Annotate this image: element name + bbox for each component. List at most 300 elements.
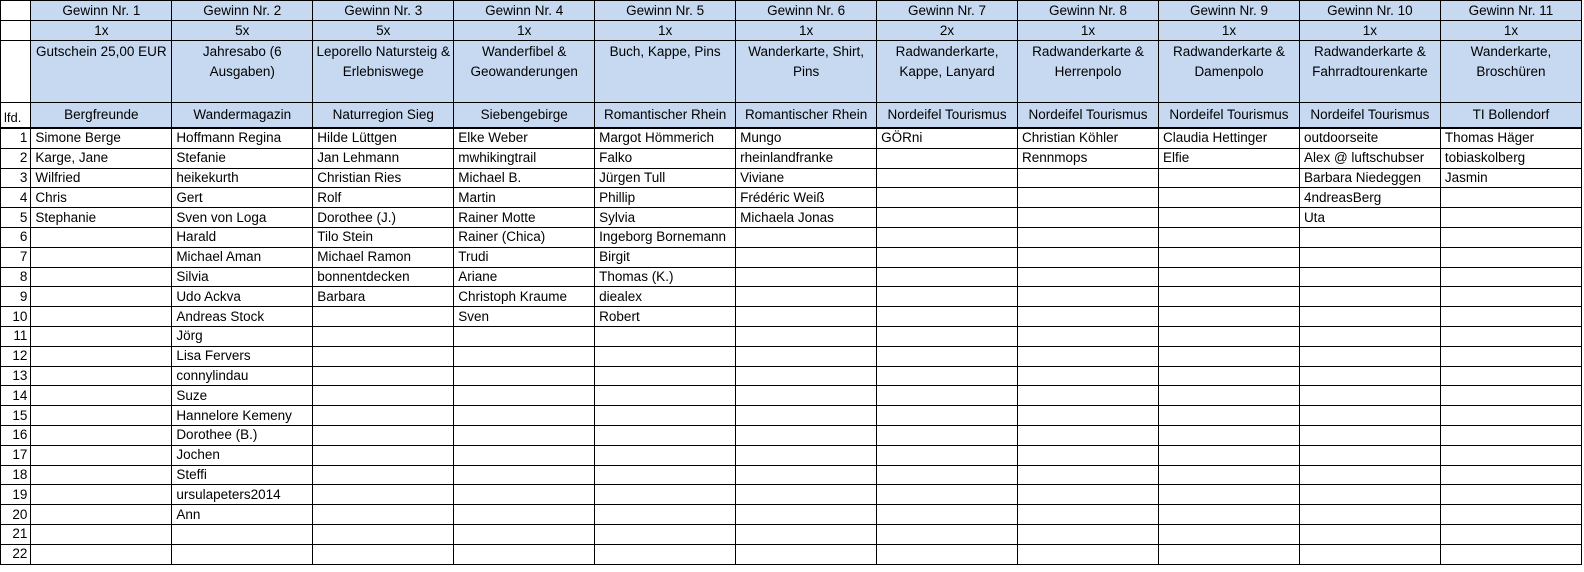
winner-cell[interactable] <box>1018 544 1159 564</box>
winner-cell[interactable] <box>1158 386 1299 406</box>
winner-cell[interactable] <box>1158 208 1299 228</box>
winner-cell[interactable] <box>736 445 877 465</box>
winner-cell[interactable] <box>313 326 454 346</box>
winner-cell[interactable]: Udo Ackva <box>172 287 313 307</box>
winner-cell[interactable]: Alex @ luftschubser <box>1299 148 1440 168</box>
winner-cell[interactable]: bonnentdecken <box>313 267 454 287</box>
row-number-cell[interactable]: 11 <box>1 326 31 346</box>
winner-cell[interactable] <box>313 524 454 544</box>
winner-cell[interactable] <box>1018 208 1159 228</box>
winner-cell[interactable] <box>313 346 454 366</box>
winner-cell[interactable] <box>736 287 877 307</box>
winner-cell[interactable] <box>31 524 172 544</box>
winner-cell[interactable] <box>1440 287 1581 307</box>
winner-cell[interactable] <box>1299 445 1440 465</box>
prize-count-cell[interactable]: 5x <box>313 21 454 41</box>
row-number-cell[interactable]: 18 <box>1 465 31 485</box>
winner-cell[interactable] <box>313 544 454 564</box>
prize-count-cell[interactable]: 1x <box>595 21 736 41</box>
winner-cell[interactable] <box>595 505 736 525</box>
winner-cell[interactable]: Rennmops <box>1018 148 1159 168</box>
row-number-cell[interactable]: 16 <box>1 425 31 445</box>
winner-cell[interactable] <box>595 445 736 465</box>
winner-cell[interactable] <box>31 267 172 287</box>
lfd-header[interactable]: lfd. <box>1 103 31 129</box>
winner-cell[interactable] <box>1018 267 1159 287</box>
winner-cell[interactable] <box>1299 267 1440 287</box>
winner-cell[interactable]: Michaela Jonas <box>736 208 877 228</box>
winner-cell[interactable]: Phillip <box>595 188 736 208</box>
winner-cell[interactable] <box>313 366 454 386</box>
winner-cell[interactable]: Jasmin <box>1440 168 1581 188</box>
winner-cell[interactable] <box>31 544 172 564</box>
winner-cell[interactable]: Dorothee (B.) <box>172 425 313 445</box>
winner-cell[interactable]: Stefanie <box>172 148 313 168</box>
winner-cell[interactable] <box>454 465 595 485</box>
winner-cell[interactable] <box>595 524 736 544</box>
winner-cell[interactable] <box>877 445 1018 465</box>
winner-cell[interactable] <box>877 307 1018 327</box>
row-number-cell[interactable]: 19 <box>1 485 31 505</box>
prize-description-cell[interactable]: Jahresabo (6 Ausgaben) <box>172 41 313 103</box>
winner-cell[interactable] <box>454 425 595 445</box>
winner-cell[interactable]: Jürgen Tull <box>595 168 736 188</box>
winner-cell[interactable] <box>1440 307 1581 327</box>
winner-cell[interactable] <box>1018 445 1159 465</box>
winner-cell[interactable]: Jan Lehmann <box>313 148 454 168</box>
winner-cell[interactable]: Michael Aman <box>172 247 313 267</box>
winner-cell[interactable] <box>454 366 595 386</box>
winner-cell[interactable] <box>877 287 1018 307</box>
winner-cell[interactable] <box>877 485 1018 505</box>
prize-description-cell[interactable]: Radwanderkarte & Damenpolo <box>1158 41 1299 103</box>
winner-cell[interactable] <box>454 386 595 406</box>
winner-cell[interactable] <box>1018 524 1159 544</box>
prize-sponsor-cell[interactable]: Nordeifel Tourismus <box>1299 103 1440 129</box>
winner-cell[interactable] <box>1440 505 1581 525</box>
winner-cell[interactable] <box>31 445 172 465</box>
winner-cell[interactable]: Viviane <box>736 168 877 188</box>
winner-cell[interactable]: outdoorseite <box>1299 128 1440 148</box>
winner-cell[interactable]: Sylvia <box>595 208 736 228</box>
corner-cell[interactable] <box>1 21 31 41</box>
winner-cell[interactable] <box>877 267 1018 287</box>
winner-cell[interactable] <box>877 406 1018 426</box>
winner-cell[interactable] <box>877 544 1018 564</box>
winner-cell[interactable] <box>1440 406 1581 426</box>
winner-cell[interactable] <box>877 247 1018 267</box>
winner-cell[interactable] <box>454 524 595 544</box>
winner-cell[interactable] <box>1440 366 1581 386</box>
winner-cell[interactable] <box>1440 386 1581 406</box>
winner-cell[interactable]: connylindau <box>172 366 313 386</box>
prize-description-cell[interactable]: Wanderkarte, Broschüren <box>1440 41 1581 103</box>
row-number-cell[interactable]: 20 <box>1 505 31 525</box>
prize-title-cell[interactable]: Gewinn Nr. 6 <box>736 1 877 21</box>
prize-count-cell[interactable]: 1x <box>736 21 877 41</box>
corner-cell[interactable] <box>1 41 31 103</box>
winner-cell[interactable] <box>1158 267 1299 287</box>
prize-description-cell[interactable]: Wanderfibel & Geowanderungen <box>454 41 595 103</box>
winner-cell[interactable] <box>1158 346 1299 366</box>
winner-cell[interactable]: Lisa Fervers <box>172 346 313 366</box>
winner-cell[interactable]: Andreas Stock <box>172 307 313 327</box>
winner-cell[interactable] <box>1018 505 1159 525</box>
winner-cell[interactable] <box>1158 287 1299 307</box>
row-number-cell[interactable]: 4 <box>1 188 31 208</box>
prize-count-cell[interactable]: 1x <box>454 21 595 41</box>
winner-cell[interactable] <box>454 485 595 505</box>
prize-title-cell[interactable]: Gewinn Nr. 1 <box>31 1 172 21</box>
row-number-cell[interactable]: 14 <box>1 386 31 406</box>
winner-cell[interactable] <box>1018 425 1159 445</box>
winner-cell[interactable] <box>877 208 1018 228</box>
winner-cell[interactable] <box>877 326 1018 346</box>
prize-sponsor-cell[interactable]: Naturregion Sieg <box>313 103 454 129</box>
winner-cell[interactable] <box>736 544 877 564</box>
winner-cell[interactable]: Ingeborg Bornemann <box>595 227 736 247</box>
winner-cell[interactable] <box>1158 188 1299 208</box>
winner-cell[interactable] <box>877 227 1018 247</box>
winner-cell[interactable] <box>31 406 172 426</box>
winner-cell[interactable]: diealex <box>595 287 736 307</box>
winner-cell[interactable] <box>1440 326 1581 346</box>
winner-cell[interactable]: Christian Köhler <box>1018 128 1159 148</box>
winner-cell[interactable] <box>595 386 736 406</box>
prize-sponsor-cell[interactable]: Siebengebirge <box>454 103 595 129</box>
winner-cell[interactable]: Barbara Niedeggen <box>1299 168 1440 188</box>
winner-cell[interactable]: Martin <box>454 188 595 208</box>
winner-cell[interactable] <box>1158 247 1299 267</box>
winner-cell[interactable] <box>877 366 1018 386</box>
row-number-cell[interactable]: 5 <box>1 208 31 228</box>
winner-cell[interactable] <box>1018 406 1159 426</box>
prize-count-cell[interactable]: 1x <box>1158 21 1299 41</box>
winner-cell[interactable] <box>1158 366 1299 386</box>
winner-cell[interactable] <box>1018 326 1159 346</box>
winner-cell[interactable] <box>454 445 595 465</box>
winner-cell[interactable] <box>877 148 1018 168</box>
winner-cell[interactable]: Suze <box>172 386 313 406</box>
winner-cell[interactable] <box>454 505 595 525</box>
winner-cell[interactable] <box>1440 485 1581 505</box>
winner-cell[interactable] <box>595 485 736 505</box>
winner-cell[interactable] <box>31 227 172 247</box>
winner-cell[interactable]: 4ndreasBerg <box>1299 188 1440 208</box>
winner-cell[interactable] <box>736 267 877 287</box>
winner-cell[interactable] <box>736 485 877 505</box>
winner-cell[interactable] <box>1018 188 1159 208</box>
winner-cell[interactable] <box>877 386 1018 406</box>
winner-cell[interactable] <box>1440 465 1581 485</box>
winner-cell[interactable] <box>595 544 736 564</box>
winner-cell[interactable] <box>313 307 454 327</box>
prize-sponsor-cell[interactable]: TI Bollendorf <box>1440 103 1581 129</box>
corner-cell[interactable] <box>1 1 31 21</box>
winner-cell[interactable] <box>736 346 877 366</box>
winner-cell[interactable]: Rainer (Chica) <box>454 227 595 247</box>
winner-cell[interactable]: Trudi <box>454 247 595 267</box>
winner-cell[interactable] <box>313 465 454 485</box>
winner-cell[interactable] <box>736 326 877 346</box>
winner-cell[interactable] <box>877 168 1018 188</box>
prize-title-cell[interactable]: Gewinn Nr. 7 <box>877 1 1018 21</box>
winner-cell[interactable]: Dorothee (J.) <box>313 208 454 228</box>
winner-cell[interactable] <box>454 544 595 564</box>
winner-cell[interactable] <box>1440 188 1581 208</box>
winner-cell[interactable] <box>1440 346 1581 366</box>
winner-cell[interactable] <box>877 425 1018 445</box>
winner-cell[interactable] <box>1018 366 1159 386</box>
winner-cell[interactable] <box>1440 445 1581 465</box>
winner-cell[interactable] <box>1018 485 1159 505</box>
prize-sponsor-cell[interactable]: Bergfreunde <box>31 103 172 129</box>
prize-sponsor-cell[interactable]: Nordeifel Tourismus <box>1158 103 1299 129</box>
prize-count-cell[interactable]: 5x <box>172 21 313 41</box>
winner-cell[interactable] <box>1018 465 1159 485</box>
winner-cell[interactable] <box>31 485 172 505</box>
winner-cell[interactable]: Chris <box>31 188 172 208</box>
winner-cell[interactable] <box>1158 524 1299 544</box>
winner-cell[interactable] <box>595 425 736 445</box>
winner-cell[interactable] <box>736 366 877 386</box>
winner-cell[interactable] <box>1018 168 1159 188</box>
prize-count-cell[interactable]: 1x <box>1018 21 1159 41</box>
winner-cell[interactable]: Hilde Lüttgen <box>313 128 454 148</box>
winner-cell[interactable]: Elke Weber <box>454 128 595 148</box>
winner-cell[interactable] <box>877 346 1018 366</box>
prize-title-cell[interactable]: Gewinn Nr. 4 <box>454 1 595 21</box>
winner-cell[interactable] <box>31 386 172 406</box>
prize-count-cell[interactable]: 2x <box>877 21 1018 41</box>
winner-cell[interactable] <box>1018 307 1159 327</box>
winner-cell[interactable] <box>595 366 736 386</box>
winner-cell[interactable] <box>1299 505 1440 525</box>
winner-cell[interactable] <box>736 227 877 247</box>
winner-cell[interactable]: Wilfried <box>31 168 172 188</box>
winner-cell[interactable] <box>1158 505 1299 525</box>
winner-cell[interactable]: Harald <box>172 227 313 247</box>
winner-cell[interactable] <box>454 346 595 366</box>
row-number-cell[interactable]: 22 <box>1 544 31 564</box>
winner-cell[interactable]: Uta <box>1299 208 1440 228</box>
winner-cell[interactable]: Claudia Hettinger <box>1158 128 1299 148</box>
winner-cell[interactable] <box>31 366 172 386</box>
winner-cell[interactable] <box>736 406 877 426</box>
winner-cell[interactable] <box>31 465 172 485</box>
winner-cell[interactable]: Hoffmann Regina <box>172 128 313 148</box>
prize-sponsor-cell[interactable]: Romantischer Rhein <box>595 103 736 129</box>
winner-cell[interactable] <box>1158 227 1299 247</box>
winner-cell[interactable] <box>1158 307 1299 327</box>
winner-cell[interactable]: ursulapeters2014 <box>172 485 313 505</box>
winner-cell[interactable] <box>454 406 595 426</box>
winner-cell[interactable] <box>1018 346 1159 366</box>
winner-cell[interactable] <box>736 386 877 406</box>
winner-cell[interactable]: Gert <box>172 188 313 208</box>
winner-cell[interactable] <box>1299 465 1440 485</box>
row-number-cell[interactable]: 2 <box>1 148 31 168</box>
winner-cell[interactable] <box>736 465 877 485</box>
prize-title-cell[interactable]: Gewinn Nr. 11 <box>1440 1 1581 21</box>
row-number-cell[interactable]: 3 <box>1 168 31 188</box>
winner-cell[interactable] <box>1299 287 1440 307</box>
winner-cell[interactable] <box>1158 326 1299 346</box>
row-number-cell[interactable]: 17 <box>1 445 31 465</box>
winner-cell[interactable]: GÖRni <box>877 128 1018 148</box>
winner-cell[interactable] <box>1158 406 1299 426</box>
winner-cell[interactable] <box>1158 168 1299 188</box>
winner-cell[interactable] <box>1299 366 1440 386</box>
winner-cell[interactable] <box>1018 247 1159 267</box>
winner-cell[interactable] <box>595 465 736 485</box>
winner-cell[interactable] <box>31 505 172 525</box>
prize-title-cell[interactable]: Gewinn Nr. 9 <box>1158 1 1299 21</box>
winner-cell[interactable] <box>1440 267 1581 287</box>
prize-sponsor-cell[interactable]: Wandermagazin <box>172 103 313 129</box>
winner-cell[interactable]: Christian Ries <box>313 168 454 188</box>
prize-sponsor-cell[interactable]: Romantischer Rhein <box>736 103 877 129</box>
winner-cell[interactable]: Elfie <box>1158 148 1299 168</box>
row-number-cell[interactable]: 13 <box>1 366 31 386</box>
winner-cell[interactable] <box>1158 425 1299 445</box>
winner-cell[interactable] <box>313 386 454 406</box>
winner-cell[interactable] <box>313 485 454 505</box>
winner-cell[interactable]: Thomas Häger <box>1440 128 1581 148</box>
winner-cell[interactable] <box>595 326 736 346</box>
winner-cell[interactable] <box>1440 524 1581 544</box>
prize-title-cell[interactable]: Gewinn Nr. 8 <box>1018 1 1159 21</box>
winner-cell[interactable] <box>736 425 877 445</box>
winner-cell[interactable] <box>1018 386 1159 406</box>
row-number-cell[interactable]: 10 <box>1 307 31 327</box>
winner-cell[interactable]: Birgit <box>595 247 736 267</box>
prize-count-cell[interactable]: 1x <box>31 21 172 41</box>
winner-cell[interactable] <box>1158 485 1299 505</box>
winner-cell[interactable]: rheinlandfranke <box>736 148 877 168</box>
winner-cell[interactable] <box>1018 287 1159 307</box>
winner-cell[interactable]: Stephanie <box>31 208 172 228</box>
winner-cell[interactable] <box>31 425 172 445</box>
winner-cell[interactable] <box>1299 425 1440 445</box>
prize-sponsor-cell[interactable]: Nordeifel Tourismus <box>877 103 1018 129</box>
winner-cell[interactable]: Frédéric Weiß <box>736 188 877 208</box>
winner-cell[interactable] <box>1299 544 1440 564</box>
prize-description-cell[interactable]: Leporello Natursteig & Erlebniswege <box>313 41 454 103</box>
row-number-cell[interactable]: 12 <box>1 346 31 366</box>
winner-cell[interactable] <box>736 307 877 327</box>
winner-cell[interactable] <box>31 326 172 346</box>
winner-cell[interactable]: Karge, Jane <box>31 148 172 168</box>
row-number-cell[interactable]: 1 <box>1 128 31 148</box>
row-number-cell[interactable]: 21 <box>1 524 31 544</box>
prize-title-cell[interactable]: Gewinn Nr. 5 <box>595 1 736 21</box>
prize-count-cell[interactable]: 1x <box>1440 21 1581 41</box>
winner-cell[interactable] <box>877 465 1018 485</box>
winner-cell[interactable] <box>31 307 172 327</box>
row-number-cell[interactable]: 15 <box>1 406 31 426</box>
winner-cell[interactable]: Silvia <box>172 267 313 287</box>
winner-cell[interactable] <box>1440 544 1581 564</box>
winner-cell[interactable]: Rolf <box>313 188 454 208</box>
winner-cell[interactable]: Sven von Loga <box>172 208 313 228</box>
winner-cell[interactable]: Robert <box>595 307 736 327</box>
winner-cell[interactable] <box>877 188 1018 208</box>
winner-cell[interactable]: Mungo <box>736 128 877 148</box>
winner-cell[interactable] <box>1299 386 1440 406</box>
row-number-cell[interactable]: 7 <box>1 247 31 267</box>
row-number-cell[interactable]: 6 <box>1 227 31 247</box>
winner-cell[interactable]: Sven <box>454 307 595 327</box>
prize-title-cell[interactable]: Gewinn Nr. 10 <box>1299 1 1440 21</box>
winner-cell[interactable] <box>595 346 736 366</box>
prize-description-cell[interactable]: Wanderkarte, Shirt, Pins <box>736 41 877 103</box>
winner-cell[interactable] <box>1158 465 1299 485</box>
prize-title-cell[interactable]: Gewinn Nr. 3 <box>313 1 454 21</box>
winner-cell[interactable] <box>736 247 877 267</box>
prize-title-cell[interactable]: Gewinn Nr. 2 <box>172 1 313 21</box>
winner-cell[interactable]: Ann <box>172 505 313 525</box>
winner-cell[interactable] <box>1440 247 1581 267</box>
winner-cell[interactable] <box>736 505 877 525</box>
winner-cell[interactable]: Jochen <box>172 445 313 465</box>
winner-cell[interactable] <box>1440 227 1581 247</box>
winner-cell[interactable] <box>454 326 595 346</box>
winner-cell[interactable]: Barbara <box>313 287 454 307</box>
winner-cell[interactable] <box>1299 227 1440 247</box>
prize-sponsor-cell[interactable]: Nordeifel Tourismus <box>1018 103 1159 129</box>
winner-cell[interactable] <box>877 505 1018 525</box>
winner-cell[interactable] <box>31 346 172 366</box>
winner-cell[interactable] <box>313 505 454 525</box>
prize-description-cell[interactable]: Radwanderkarte & Fahrradtourenkarte <box>1299 41 1440 103</box>
winner-cell[interactable]: Steffi <box>172 465 313 485</box>
winner-cell[interactable] <box>1299 485 1440 505</box>
prize-description-cell[interactable]: Radwanderkarte, Kappe, Lanyard <box>877 41 1018 103</box>
winner-cell[interactable] <box>313 406 454 426</box>
winner-cell[interactable] <box>1299 524 1440 544</box>
row-number-cell[interactable]: 8 <box>1 267 31 287</box>
winner-cell[interactable] <box>1440 425 1581 445</box>
winner-cell[interactable]: mwhikingtrail <box>454 148 595 168</box>
winner-cell[interactable] <box>1299 346 1440 366</box>
winner-cell[interactable] <box>31 247 172 267</box>
prize-description-cell[interactable]: Buch, Kappe, Pins <box>595 41 736 103</box>
winner-cell[interactable] <box>31 287 172 307</box>
winner-cell[interactable] <box>1018 227 1159 247</box>
prize-description-cell[interactable]: Radwanderkarte & Herrenpolo <box>1018 41 1159 103</box>
winner-cell[interactable]: Rainer Motte <box>454 208 595 228</box>
winner-cell[interactable] <box>1299 307 1440 327</box>
winner-cell[interactable] <box>1158 544 1299 564</box>
winner-cell[interactable] <box>1158 445 1299 465</box>
winner-cell[interactable]: Falko <box>595 148 736 168</box>
winner-cell[interactable] <box>172 524 313 544</box>
winner-cell[interactable] <box>1299 406 1440 426</box>
winner-cell[interactable] <box>313 425 454 445</box>
winner-cell[interactable]: tobiaskolberg <box>1440 148 1581 168</box>
winner-cell[interactable] <box>736 524 877 544</box>
prize-description-cell[interactable]: Gutschein 25,00 EUR <box>31 41 172 103</box>
winner-cell[interactable]: Simone Berge <box>31 128 172 148</box>
winner-cell[interactable] <box>877 524 1018 544</box>
winner-cell[interactable]: Michael Ramon <box>313 247 454 267</box>
winner-cell[interactable]: Hannelore Kemeny <box>172 406 313 426</box>
winner-cell[interactable]: heikekurth <box>172 168 313 188</box>
winner-cell[interactable]: Christoph Kraume <box>454 287 595 307</box>
winner-cell[interactable] <box>313 445 454 465</box>
prize-count-cell[interactable]: 1x <box>1299 21 1440 41</box>
